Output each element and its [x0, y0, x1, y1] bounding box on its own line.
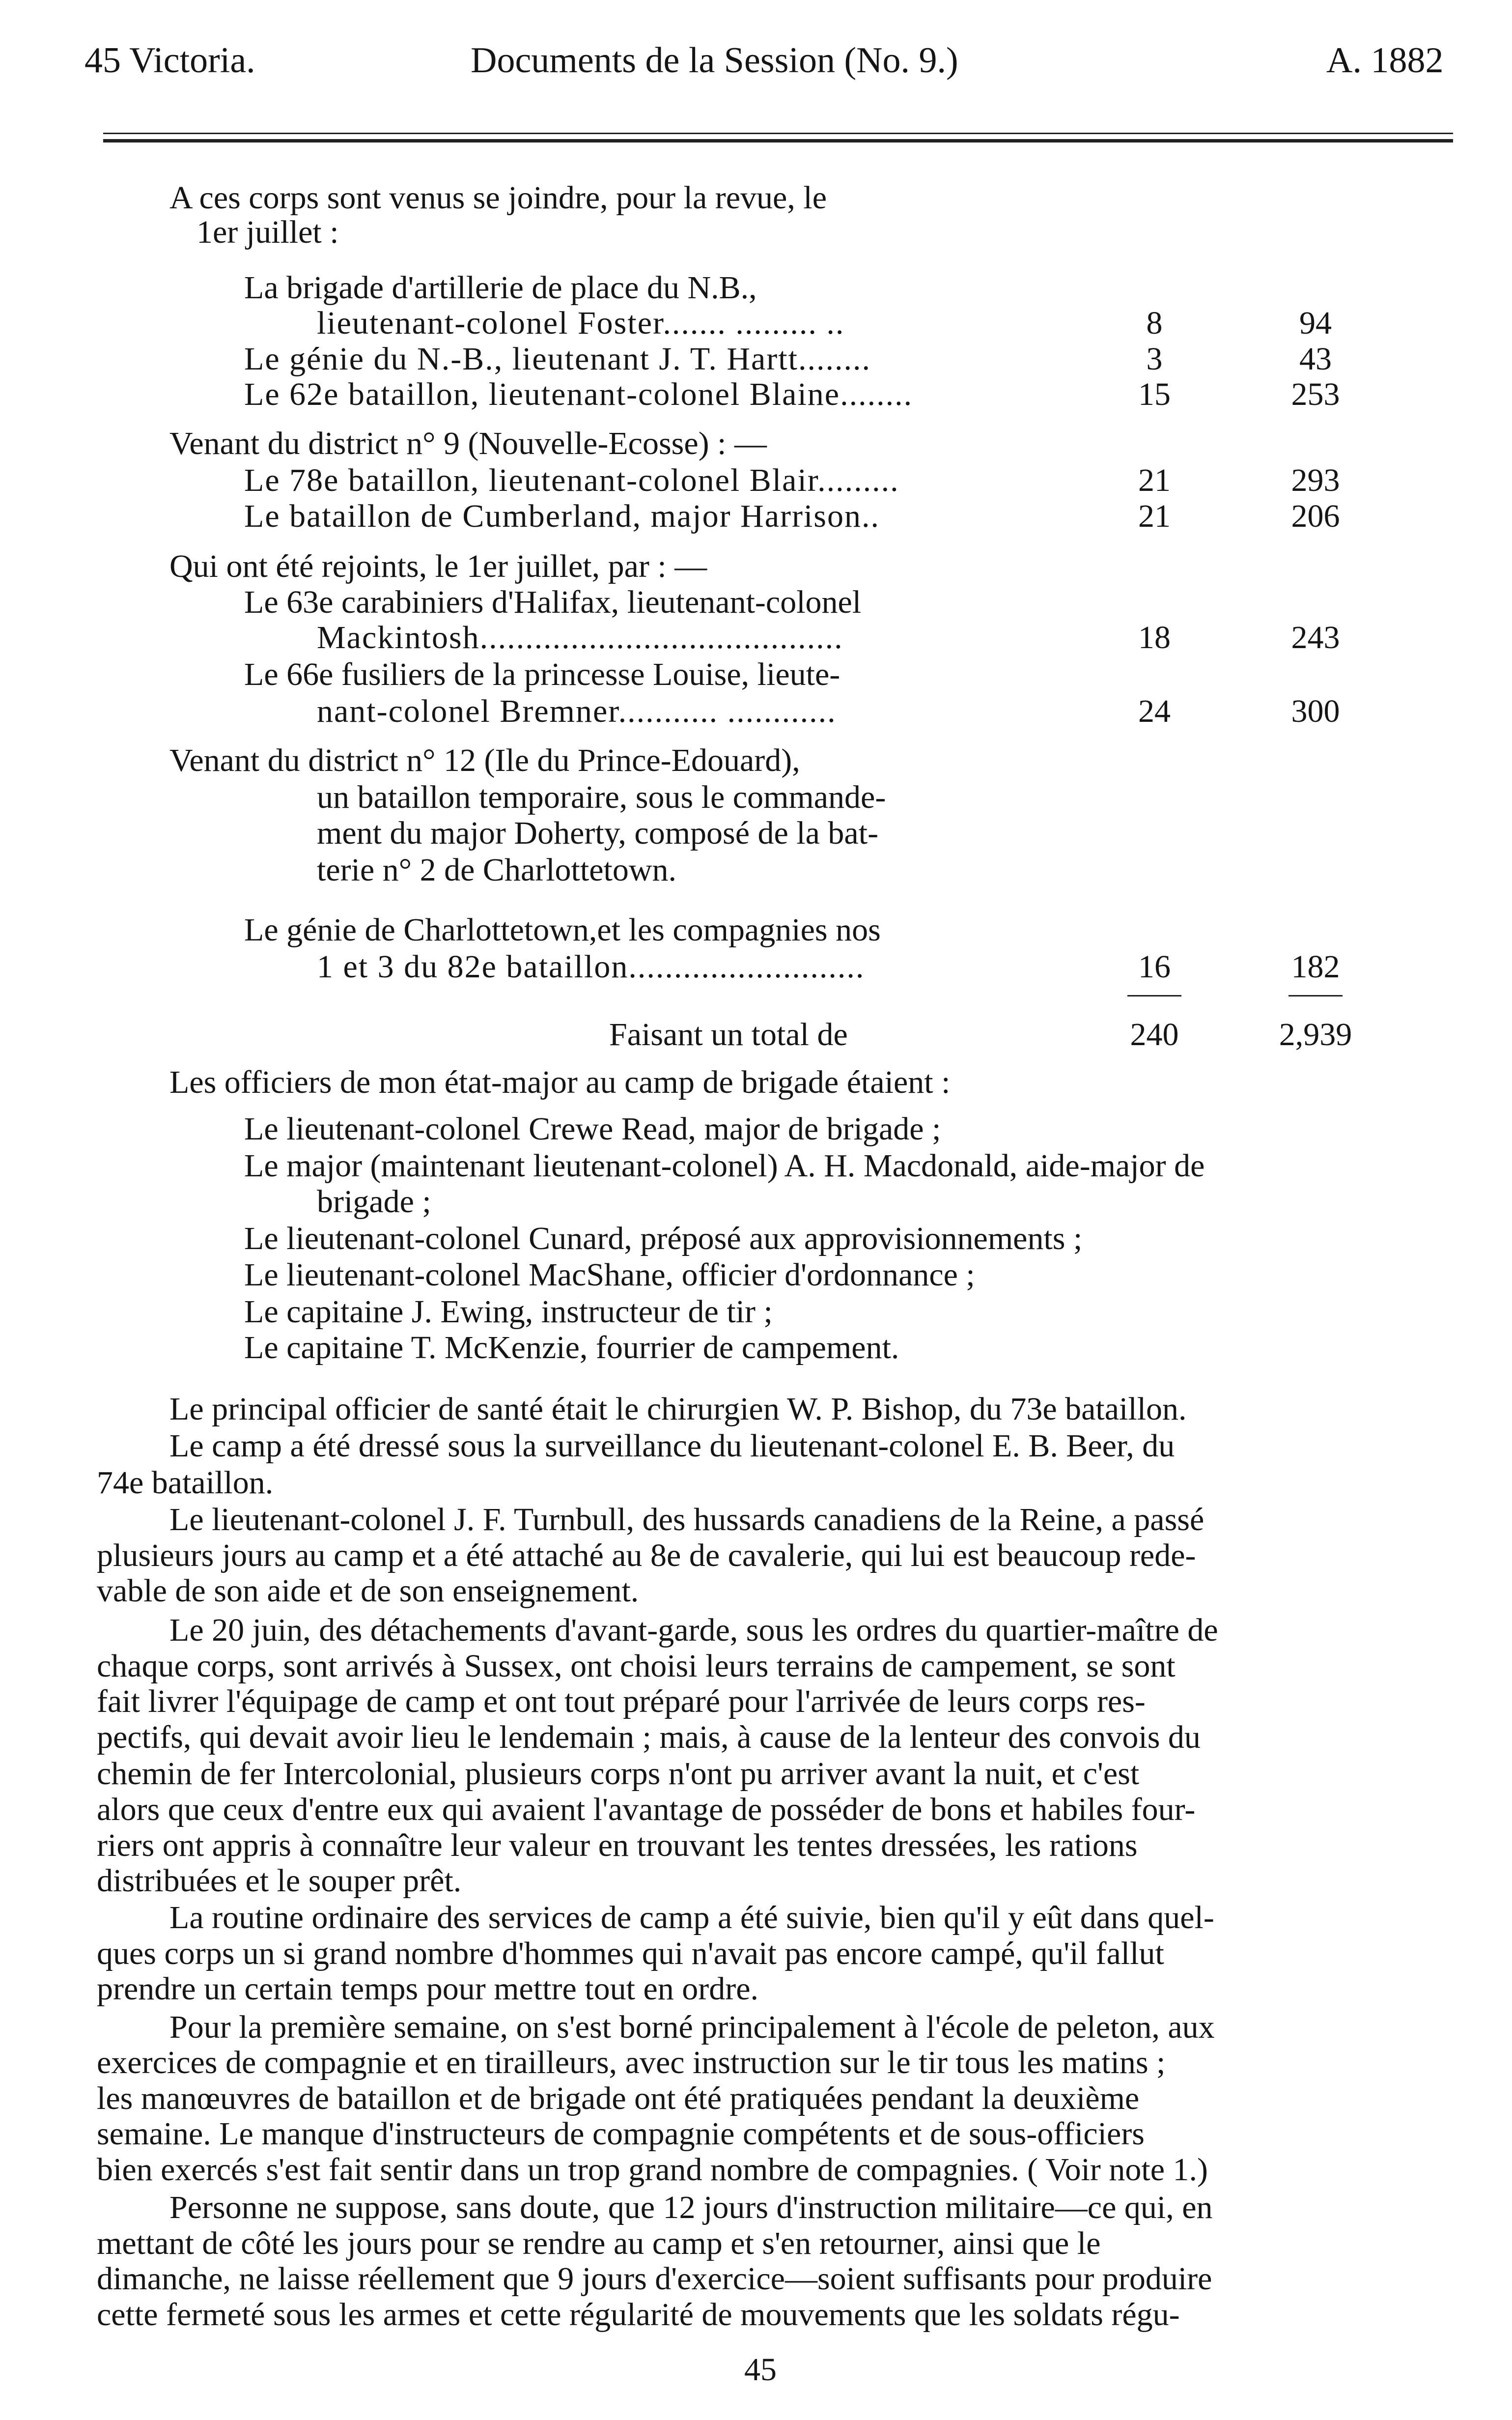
page-number: 45 [744, 2352, 777, 2388]
officers-value: 8 [1146, 305, 1163, 341]
officers-value: 3 [1146, 341, 1163, 377]
total-label: Faisant un total de [609, 1017, 848, 1053]
table-intro-line-1: A ces corps sont venus se joindre, pour la revue, le [169, 180, 827, 216]
body-line: ques corps un si grand nombre d'hommes qui n'avait pas encore campé, qu'il fallut [97, 1936, 1164, 1971]
header-right: A. 1882 [1326, 40, 1444, 81]
header-center: Documents de la Session (No. 9.) [471, 40, 958, 81]
district-9-heading: Venant du district n° 9 (Nouvelle-Ecosse) : — [169, 426, 767, 461]
joined-heading: Qui ont été rejoints, le 1er juillet, par : — [169, 548, 707, 584]
table-row-label: 1 et 3 du 82e bataillon.......................... [317, 949, 865, 985]
body-line: exercices de compagnie et en tirailleurs, avec instruction sur le tir tous les matins ; [97, 2045, 1166, 2080]
body-line: distribuées et le souper prêt. [97, 1863, 462, 1899]
body-line: pectifs, qui devait avoir lieu le lendemain ; mais, à cause de la lenteur des convois du [97, 1719, 1201, 1755]
body-line: alors que ceux d'entre eux qui avaient l'avantage de posséder de bons et habiles four- [97, 1792, 1196, 1827]
body-line: cette fermeté sous les armes et cette régularité de mouvements que les soldats régu- [97, 2297, 1180, 2333]
men-value: 243 [1291, 620, 1340, 655]
men-value: 253 [1291, 376, 1340, 412]
body-line: Le camp a été dressé sous la surveillance du lieutenant-colonel E. B. Beer, du [169, 1428, 1175, 1464]
body-line: Pour la première semaine, on s'est borné principalement à l'école de peleton, aux [169, 2009, 1215, 2045]
staff-item: Le capitaine T. McKenzie, fourrier de campement. [244, 1330, 899, 1366]
table-row-label: Le 78e bataillon, lieutenant-colonel Blair......... [244, 462, 899, 498]
body-line: 74e bataillon. [97, 1465, 274, 1501]
table-row-label: Le 62e bataillon, lieutenant-colonel Blaine........ [244, 376, 913, 412]
table-row-label: Le 63e carabiniers d'Halifax, lieutenant-colonel [244, 584, 862, 620]
men-value: 293 [1291, 462, 1340, 498]
staff-item: Le lieutenant-colonel Crewe Read, major de brigade ; [244, 1111, 941, 1147]
header-rule-top [103, 133, 1453, 134]
body-line: vable de son aide et de son enseignement. [97, 1573, 639, 1609]
district-12-line: ment du major Doherty, composé de la bat- [317, 815, 879, 851]
men-value: 182 [1291, 949, 1340, 985]
body-line: prendre un certain temps pour mettre tout en ordre. [97, 1971, 759, 2007]
staff-item: Le lieutenant-colonel MacShane, officier d'ordonnance ; [244, 1257, 975, 1293]
body-line: fait livrer l'équipage de camp et ont tout préparé pour l'arrivée de leurs corps res- [97, 1683, 1146, 1719]
staff-intro: Les officiers de mon état-major au camp de brigade étaient : [169, 1064, 951, 1100]
table-row-label: Mackintosh........................................ [317, 620, 843, 655]
body-line: mettant de côté les jours pour se rendre au camp et s'en retourner, ainsi que le [97, 2225, 1101, 2261]
header-rule-bottom [103, 139, 1453, 142]
officers-total: 240 [1130, 1017, 1179, 1053]
staff-item: Le capitaine J. Ewing, instructeur de tir ; [244, 1294, 773, 1330]
table-row-label: nant-colonel Bremner........... ............ [317, 693, 837, 729]
body-line: plusieurs jours au camp et a été attaché au 8e de cavalerie, qui lui est beaucoup rede- [97, 1537, 1196, 1573]
district-12-line: Venant du district n° 12 (Ile du Prince-Edouard), [169, 742, 800, 778]
officers-value: 24 [1138, 693, 1171, 729]
body-line: semaine. Le manque d'instructeurs de compagnie compétents et de sous-officiers [97, 2116, 1145, 2152]
body-line: Le principal officier de santé était le chirurgien W. P. Bishop, du 73e bataillon. [169, 1391, 1187, 1427]
district-12-line: terie n° 2 de Charlottetown. [317, 852, 677, 888]
body-line: La routine ordinaire des services de camp a été suivie, bien qu'il y eût dans quel- [169, 1900, 1214, 1936]
table-row-label: Le 66e fusiliers de la princesse Louise, lieute- [244, 656, 840, 692]
body-line: bien exercés s'est fait sentir dans un trop grand nombre de compagnies. ( Voir note 1.) [97, 2152, 1208, 2188]
men-value: 300 [1291, 693, 1340, 729]
men-total: 2,939 [1279, 1017, 1352, 1053]
body-line: riers ont appris à connaître leur valeur en trouvant les tentes dressées, les rations [97, 1827, 1138, 1863]
body-line: chaque corps, sont arrivés à Sussex, ont choisi leurs terrains de campement, se sont [97, 1648, 1176, 1684]
staff-item: brigade ; [317, 1184, 431, 1220]
body-line: les manœuvres de bataillon et de brigade ont été pratiquées pendant la deuxième [97, 2080, 1140, 2116]
table-row-label: Le génie du N.-B., lieutenant J. T. Hartt........ [244, 341, 871, 377]
staff-item: Le lieutenant-colonel Cunard, préposé aux approvisionnements ; [244, 1221, 1083, 1256]
district-12-line: un bataillon temporaire, sous le commande- [317, 779, 886, 815]
officers-value: 21 [1138, 498, 1171, 534]
sum-rule [1127, 995, 1181, 996]
body-line: Le 20 juin, des détachements d'avant-garde, sous les ordres du quartier-maître de [169, 1612, 1218, 1648]
body-line: Le lieutenant-colonel J. F. Turnbull, des hussards canadiens de la Reine, a passé [169, 1502, 1204, 1537]
men-value: 43 [1299, 341, 1332, 377]
body-line: chemin de fer Intercolonial, plusieurs corps n'ont pu arriver avant la nuit, et c'est [97, 1756, 1140, 1792]
men-value: 94 [1299, 305, 1332, 341]
table-row-label: Le génie de Charlottetown,et les compagnies nos [244, 912, 881, 948]
body-line: dimanche, ne laisse réellement que 9 jours d'exercice—soient suffisants pour produire [97, 2261, 1212, 2297]
staff-item [244, 1150, 1472, 1182]
table-intro-line-2: 1er juillet : [196, 214, 339, 250]
body-line: Personne ne suppose, sans doute, que 12 jours d'instruction militaire—ce qui, en [169, 2190, 1213, 2225]
table-row-label: Le bataillon de Cumberland, major Harrison.. [244, 498, 880, 534]
staff-item-text: Le major (maintenant lieutenant-colonel) A. H. Macdonald, aide-major de [244, 1148, 1205, 1184]
men-value: 206 [1291, 498, 1340, 534]
table-row-label: lieutenant-colonel Foster....... ......... .. [317, 305, 845, 341]
header-left: 45 Victoria. [84, 40, 255, 81]
table-row-label: La brigade d'artillerie de place du N.B., [244, 270, 757, 306]
officers-value: 18 [1138, 620, 1171, 655]
officers-value: 21 [1138, 462, 1171, 498]
officers-value: 16 [1138, 949, 1171, 985]
sum-rule [1288, 995, 1343, 996]
officers-value: 15 [1138, 376, 1171, 412]
